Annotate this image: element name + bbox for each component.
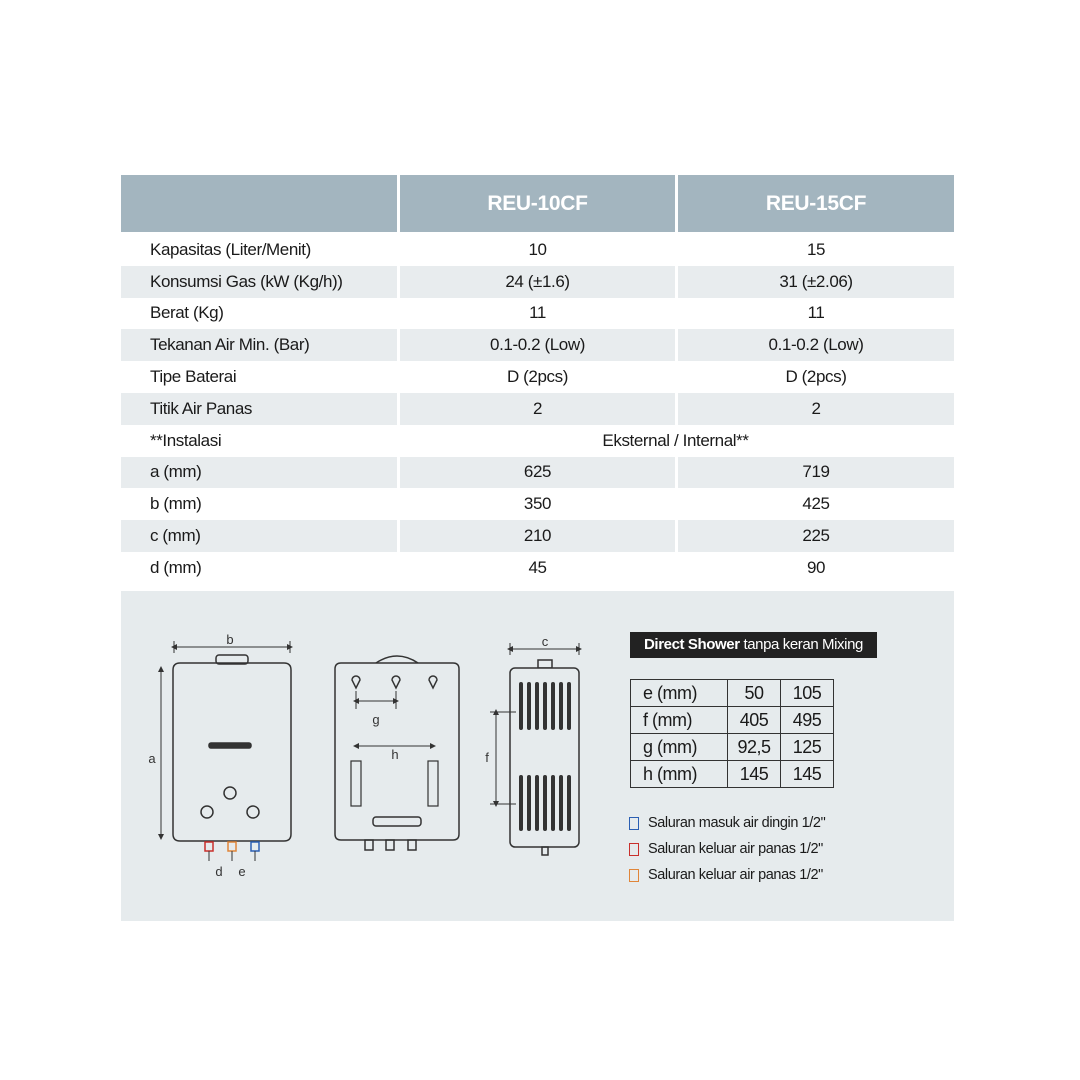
spec-row-label: Konsumsi Gas (kW (Kg/h)) [121, 266, 397, 298]
spec-value-1: D (2pcs) [397, 361, 675, 393]
dim-label-c: c [541, 634, 549, 649]
legend-text: Saluran masuk air dingin 1/2" [648, 815, 826, 831]
mini-row-h [631, 761, 834, 788]
legend-swatch-orange [629, 869, 639, 882]
mini-value-1: 50 [728, 680, 781, 707]
dim-label-d: d [215, 864, 223, 879]
legend-text: Saluran keluar air panas 1/2" [648, 867, 823, 883]
mini-key: f (mm) [631, 707, 728, 734]
mini-value-1: 92,5 [728, 734, 781, 761]
spec-value-2: D (2pcs) [675, 361, 954, 393]
spec-row-d [121, 552, 954, 584]
spec-value-merged: Eksternal / Internal** [602, 430, 749, 450]
model-header-1: REU-10CF [397, 175, 675, 232]
spec-table [121, 175, 954, 584]
spec-row-label: b (mm) [150, 494, 202, 514]
dim-label-b: b [226, 632, 234, 647]
spec-value-1: 625 [397, 457, 675, 489]
mini-key: g (mm) [631, 734, 728, 761]
spec-value-1: 2 [397, 393, 675, 425]
spec-value-2: 31 (±2.06) [675, 266, 954, 298]
badge-bold-text: Direct Shower [644, 636, 740, 653]
spec-row-label: **Instalasi [150, 430, 222, 450]
spec-row-b [121, 488, 954, 520]
spec-value-1: 45 [397, 552, 675, 584]
mini-value-2: 105 [781, 680, 834, 707]
spec-row-label: c (mm) [121, 520, 397, 552]
spec-value-2: 2 [675, 393, 954, 425]
side-view-drawing [490, 643, 579, 855]
mini-value-2: 495 [781, 707, 834, 734]
spec-row-berat [121, 298, 954, 330]
mini-value-1: 145 [728, 761, 781, 788]
spec-row-label: Berat (Kg) [150, 303, 224, 323]
spec-row-label: a (mm) [121, 457, 397, 489]
spec-value-2: 0.1-0.2 (Low) [675, 329, 954, 361]
spec-row-tipe-baterai [121, 361, 954, 393]
model-header-2: REU-15CF [675, 175, 954, 232]
dim-label-g: g [372, 712, 380, 727]
heater-drawings [121, 591, 621, 921]
spec-row-label: d (mm) [150, 557, 202, 577]
spec-row-kapasitas [121, 232, 954, 266]
spec-value-1: 11 [397, 298, 675, 330]
spec-row-label: Tipe Baterai [150, 367, 237, 387]
dim-label-a: a [148, 751, 156, 766]
spec-value-1: 350 [397, 488, 675, 520]
front-view-drawing [161, 641, 291, 861]
mini-value-2: 145 [781, 761, 834, 788]
spec-row-tekanan-air [121, 329, 954, 361]
direct-shower-badge [630, 632, 877, 658]
dimension-mini-table [630, 679, 834, 788]
spec-row-instalasi [121, 425, 954, 457]
spec-value-2: 90 [675, 552, 954, 584]
mini-key: h (mm) [631, 761, 728, 788]
dim-label-f: f [485, 750, 489, 765]
mini-value-2: 125 [781, 734, 834, 761]
mini-key: e (mm) [631, 680, 728, 707]
mini-row-f [631, 707, 834, 734]
mini-value-1: 405 [728, 707, 781, 734]
dim-label-h: h [391, 747, 399, 762]
spec-value-2: 425 [675, 488, 954, 520]
spec-value-1: 0.1-0.2 (Low) [397, 329, 675, 361]
spec-row-titik-air-panas [121, 393, 954, 425]
dim-label-e: e [238, 864, 246, 879]
spec-value-1: 10 [397, 232, 675, 266]
spec-row-konsumsi-gas [121, 266, 954, 298]
spec-header-row [121, 175, 954, 232]
spec-value-1: 210 [397, 520, 675, 552]
spec-row-a [121, 457, 954, 489]
spec-row-label: Tekanan Air Min. (Bar) [121, 329, 397, 361]
spec-value-2: 719 [675, 457, 954, 489]
spec-value-1: 24 (±1.6) [397, 266, 675, 298]
badge-rest-text: tanpa keran Mixing [739, 636, 863, 653]
header-blank [121, 175, 397, 232]
spec-row-label: Kapasitas (Liter/Menit) [150, 239, 311, 259]
legend-item-cold-inlet [629, 810, 825, 836]
spec-value-2: 225 [675, 520, 954, 552]
legend-swatch-hot [629, 843, 639, 856]
legend-text: Saluran keluar air panas 1/2" [648, 841, 823, 857]
mini-row-e [631, 680, 834, 707]
legend-swatch-cold [629, 817, 639, 830]
mini-row-g [631, 734, 834, 761]
legend-item-hot-outlet [629, 836, 825, 862]
spec-value-2: 11 [675, 298, 954, 330]
spec-value-2: 15 [675, 232, 954, 266]
dimension-diagram-panel [121, 591, 954, 921]
spec-row-label: Titik Air Panas [121, 393, 397, 425]
legend-item-hot-outlet-2 [629, 862, 825, 888]
spec-row-c [121, 520, 954, 552]
pipe-legend [629, 810, 825, 888]
